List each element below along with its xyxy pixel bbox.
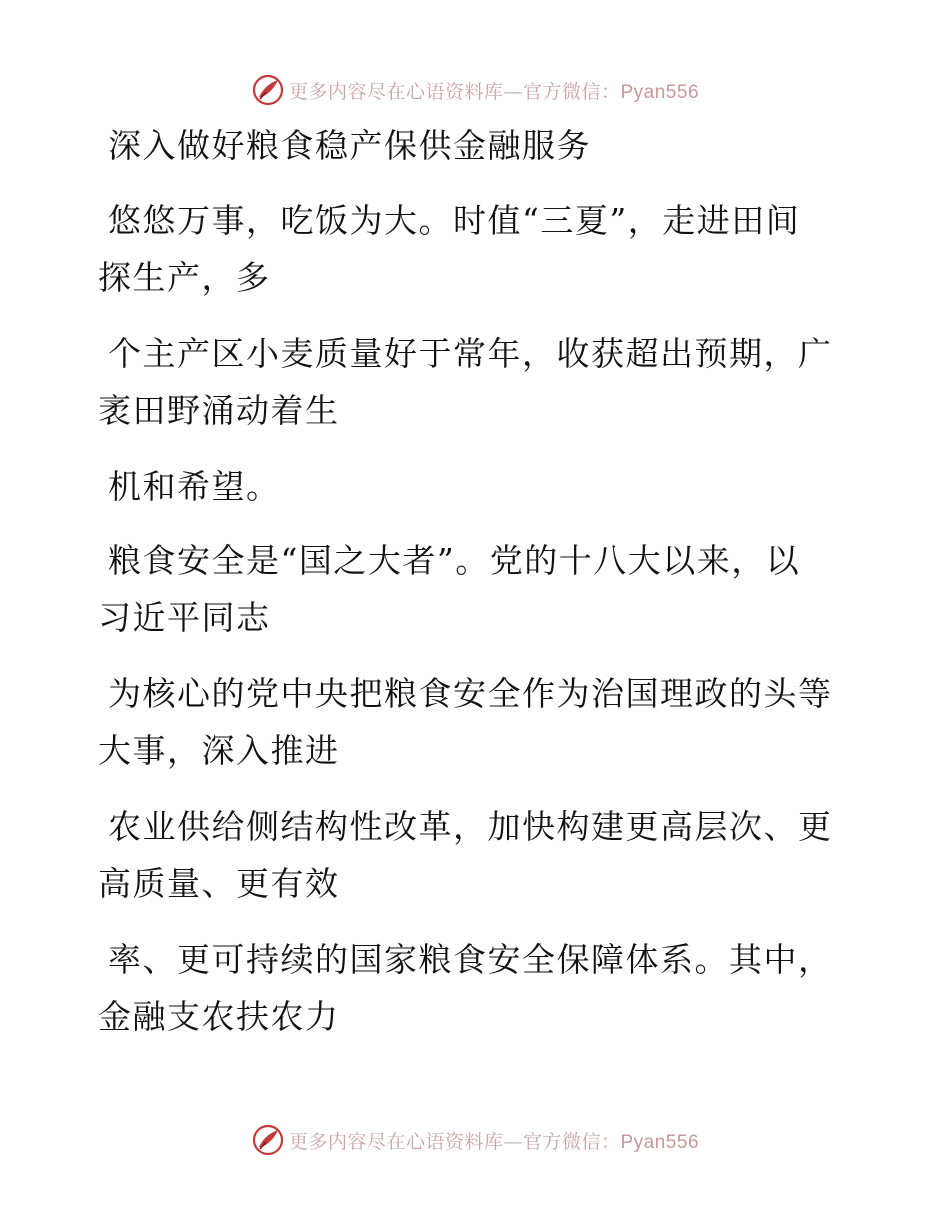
paragraph-line: 悠悠万事，吃饭为大。时值“三夏”，走进田间	[108, 201, 801, 240]
paragraph-line: 探生产，多	[98, 258, 271, 297]
watermark-text	[289, 77, 699, 104]
watermark-wechat-id: Pyan556	[620, 81, 700, 103]
paragraph-line: 袤田野涌动着生	[98, 391, 340, 430]
paragraph-line: 大事，深入推进	[98, 731, 340, 770]
watermark-official: 官方微信：	[522, 1130, 621, 1153]
watermark-wechat-id: Pyan556	[620, 1131, 700, 1153]
paragraph-line: 金融支农扶农力	[98, 997, 340, 1036]
paragraph-line: 高质量、更有效	[98, 864, 340, 903]
watermark-separator: —	[503, 80, 523, 103]
paragraph-line: 为核心的党中央把粮食安全作为治国理政的头等	[108, 674, 833, 713]
paragraph-line: 农业供给侧结构性改革，加快构建更高层次、更	[108, 807, 833, 846]
paragraph-line: 粮食安全是“国之大者”。党的十八大以来，以	[108, 541, 801, 580]
paragraph-line: 率、更可持续的国家粮食安全保障体系。其中，	[108, 940, 833, 979]
paragraph-line: 习近平同志	[98, 598, 271, 637]
paragraph-line: 机和希望。	[108, 467, 281, 506]
footer-watermark	[0, 1120, 950, 1160]
watermark-main: 更多内容尽在心语资料库	[288, 80, 504, 103]
watermark-official: 官方微信：	[522, 80, 621, 103]
watermark-separator: —	[503, 1130, 523, 1153]
paragraph-line: 个主产区小麦质量好于常年，收获超出预期，广	[108, 334, 833, 373]
document-title: 深入做好粮食稳产保供金融服务	[108, 126, 591, 165]
watermark-main: 更多内容尽在心语资料库	[288, 1130, 504, 1153]
quill-circle-icon	[251, 1123, 285, 1157]
header-watermark	[0, 70, 950, 110]
quill-circle-icon	[251, 73, 285, 107]
watermark-text	[289, 1127, 699, 1154]
